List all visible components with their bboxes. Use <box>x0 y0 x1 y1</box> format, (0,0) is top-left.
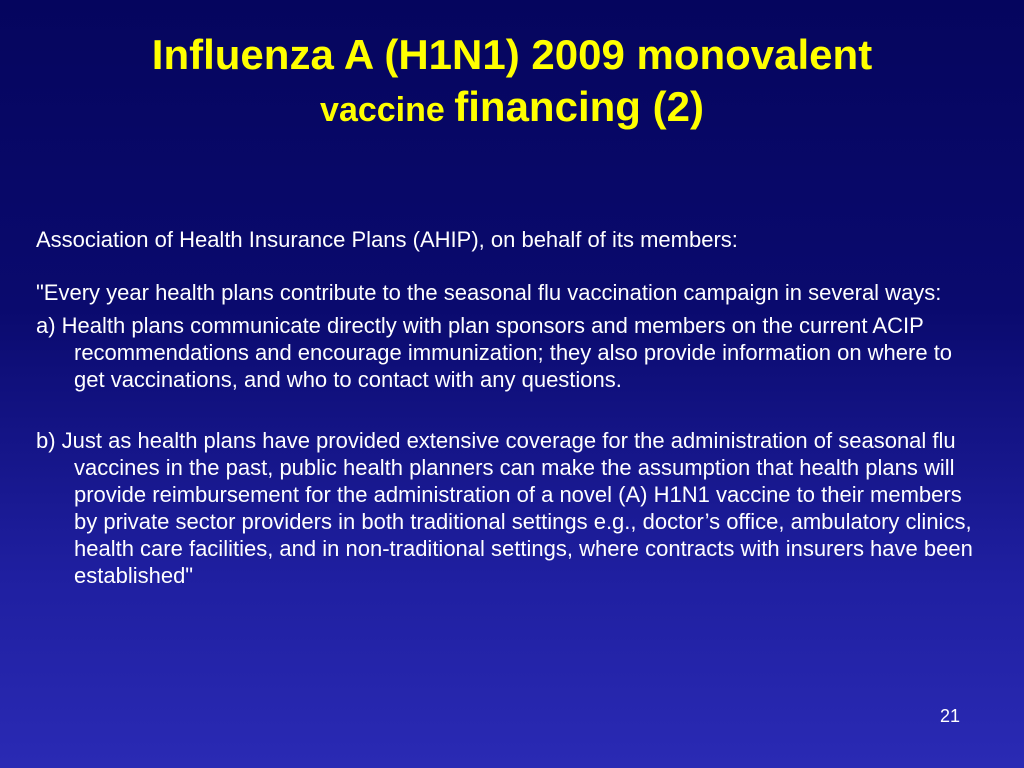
slide-title <box>0 30 1024 131</box>
point-a-paragraph: a) Health plans communicate directly with plan sponsors and members on the current ACIP recommendations and encourage immunization; they also provide information on where to get vaccinations, and who to contact with any questions. <box>36 313 953 392</box>
title-line-2-part-1: vaccine <box>320 90 455 129</box>
quote-opening-paragraph: "Every year health plans contribute to the seasonal flu vaccination campaign in several ways: <box>36 280 942 305</box>
point-b-paragraph: b) Just as health plans have provided extensive coverage for the administration of seasonal flu vaccines in the past, public health planners can make the assumption that health plans will provide reimbursement for the administration of a novel (A) H1N1 vaccine to their members by private sector providers in both traditional settings e.g., doctor’s office, ambulatory clinics, health care facilities, and in non-traditional settings, where contracts with insurers have been established" <box>36 428 973 588</box>
title-line-2 <box>0 82 1024 132</box>
title-line-1: Influenza A (H1N1) 2009 monovalent <box>151 31 873 78</box>
intro-paragraph: Association of Health Insurance Plans (AHIP), on behalf of its members: <box>36 227 738 252</box>
slide-body <box>36 226 986 589</box>
title-line-2-part-2: financing (2) <box>454 82 704 130</box>
page-number: 21 <box>940 706 961 726</box>
